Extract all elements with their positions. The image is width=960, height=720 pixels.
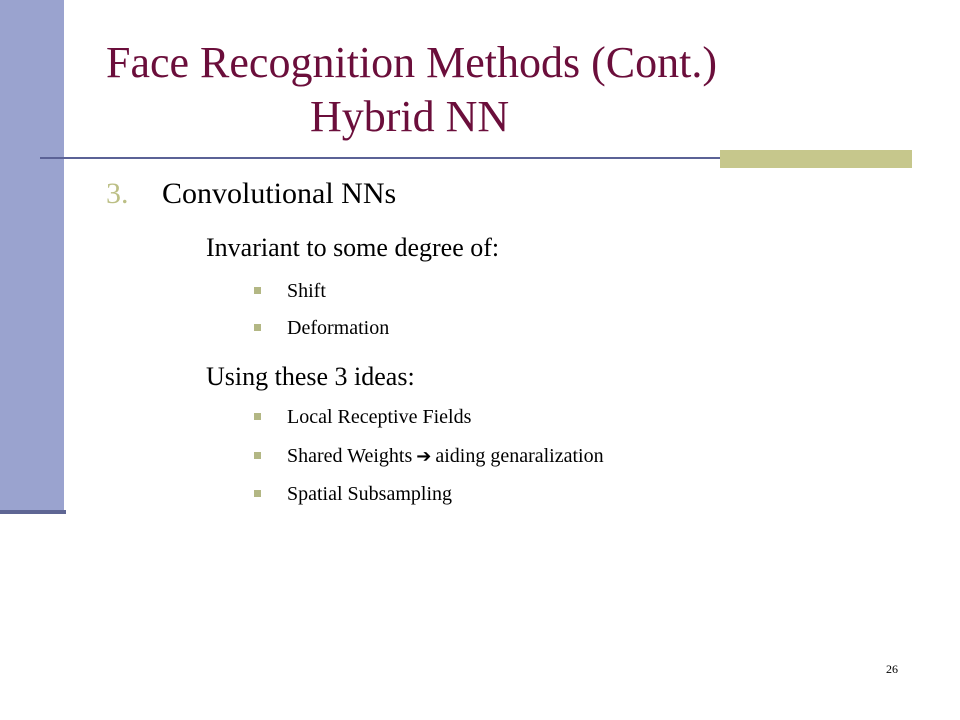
bullet-text: Shared Weights [287, 445, 413, 467]
list-number: 3. [106, 177, 129, 210]
group1-heading: Invariant to some degree of: [206, 233, 500, 262]
bullet-text: Shift [287, 280, 326, 302]
bullet-deformation [254, 317, 389, 340]
square-bullet-icon [254, 324, 261, 331]
bullet-local-receptive-fields [254, 406, 471, 429]
page-number: 26 [886, 662, 898, 676]
square-bullet-icon [254, 490, 261, 497]
bullet-spatial-subsampling [254, 483, 452, 506]
list-item-text: Convolutional NNs [162, 177, 397, 210]
square-bullet-icon [254, 452, 261, 459]
group2-heading: Using these 3 ideas: [206, 362, 415, 391]
title-line-2: Hybrid NN [310, 92, 510, 141]
square-bullet-icon [254, 413, 261, 420]
square-bullet-icon [254, 287, 261, 294]
list-item-convolutional [106, 177, 396, 211]
bullet-text: Deformation [287, 317, 390, 339]
bullet-text: Spatial Subsampling [287, 483, 452, 505]
title-line-1: Face Recognition Methods (Cont.) [106, 38, 718, 87]
bullet-shift [254, 280, 326, 303]
bullet-shared-weights [254, 445, 604, 468]
bullet-text: aiding genaralization [435, 445, 604, 467]
bullet-text: Local Receptive Fields [287, 406, 472, 428]
right-arrow-icon: ➔ [416, 446, 432, 467]
